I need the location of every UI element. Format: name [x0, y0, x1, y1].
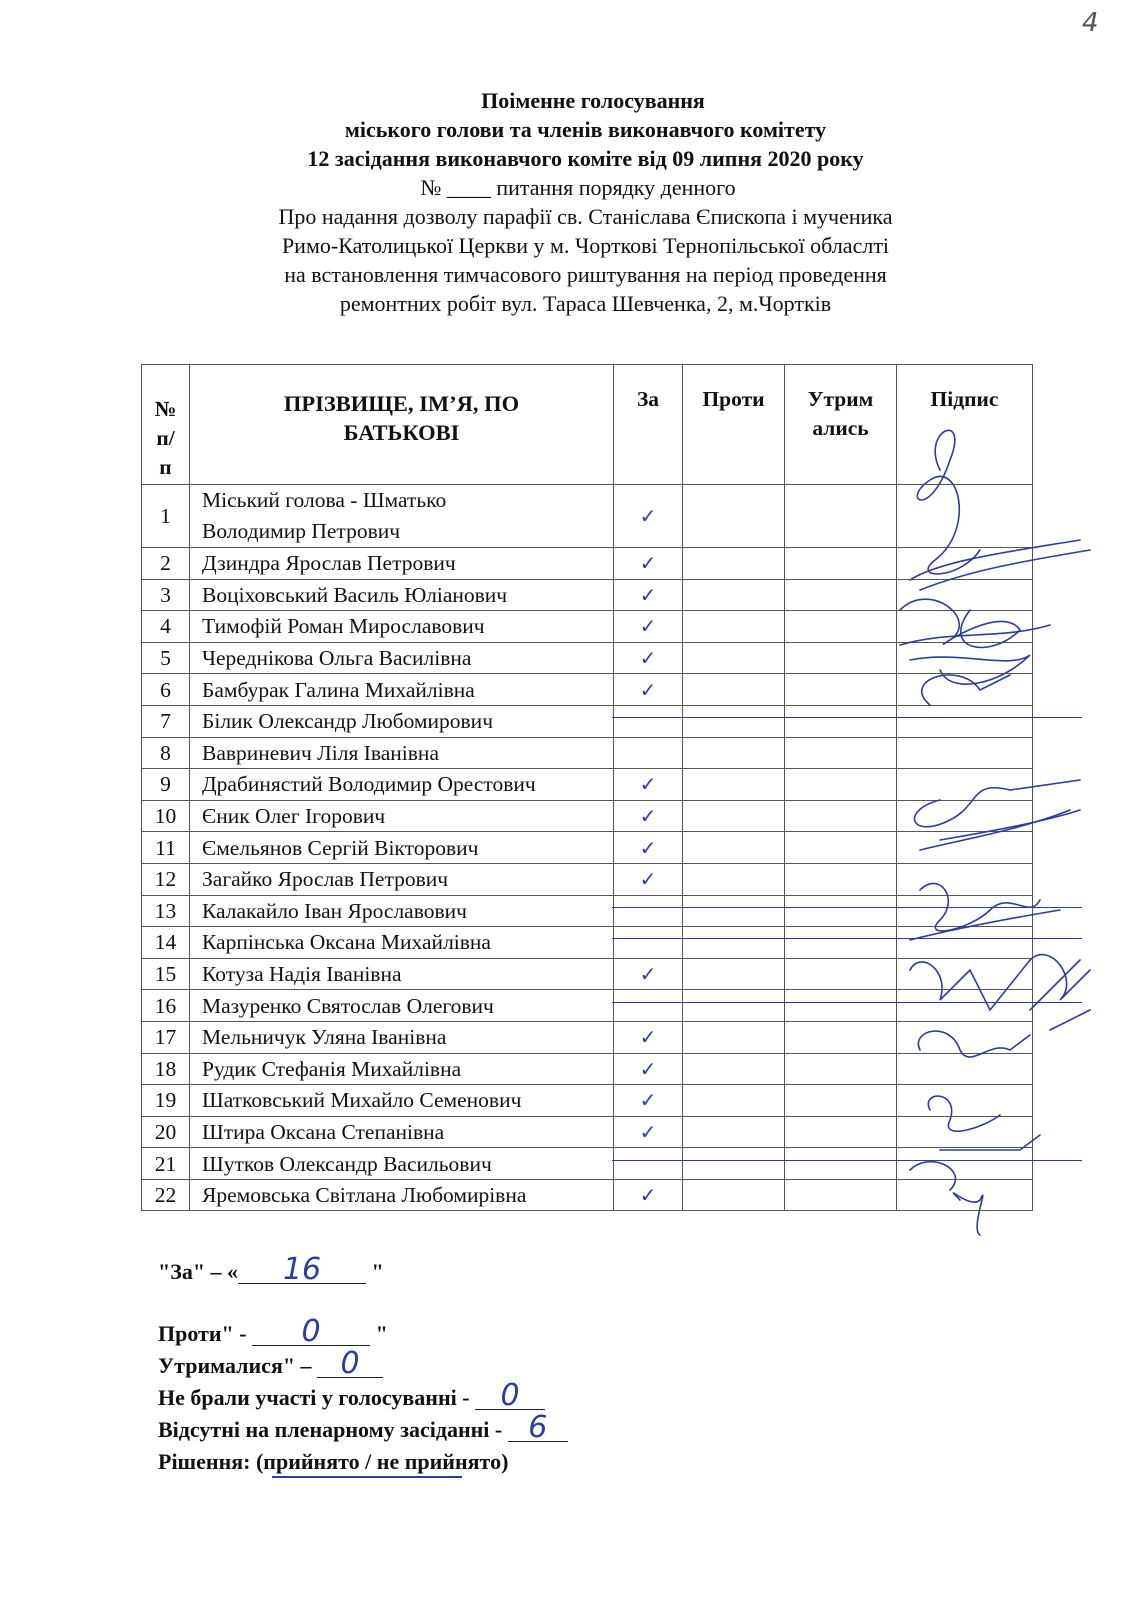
- row-number: 1: [142, 485, 190, 548]
- table-row: [142, 800, 1033, 832]
- strike-line: [612, 938, 1082, 939]
- summary-not-voting: [158, 1378, 568, 1414]
- row-number: 10: [142, 800, 190, 832]
- vote-for-cell: [614, 1179, 683, 1211]
- vote-against-cell: [683, 769, 785, 801]
- check-mark-icon: ✓: [639, 677, 657, 702]
- page-number: 4: [1082, 8, 1099, 38]
- vote-for-cell: [614, 863, 683, 895]
- vote-abstained-cell: [785, 1148, 897, 1180]
- vote-for-cell: [614, 642, 683, 674]
- signature-cell: [897, 642, 1033, 674]
- vote-for-cell: [614, 548, 683, 580]
- table-row: [142, 863, 1033, 895]
- table-row: [142, 1179, 1033, 1211]
- vote-abstained-cell: [785, 832, 897, 864]
- vote-against-cell: [683, 1179, 785, 1211]
- vote-for-cell: [614, 800, 683, 832]
- summary-absent-value: 6: [508, 1415, 568, 1442]
- row-name: Котуза Надія Іванівна: [190, 958, 614, 990]
- vote-for-cell: [614, 990, 683, 1022]
- vote-against-cell: [683, 642, 785, 674]
- vote-against-cell: [683, 800, 785, 832]
- vote-table: [141, 364, 1033, 1211]
- summary-against: [158, 1314, 568, 1350]
- summary-against-value: 0: [252, 1319, 370, 1346]
- vote-abstained-cell: [785, 611, 897, 643]
- check-mark-icon: ✓: [639, 646, 657, 671]
- summary-for-label: "За" – «: [158, 1259, 239, 1284]
- vote-abstained-cell: [785, 705, 897, 737]
- vote-table-body: [142, 485, 1033, 1211]
- table-row: [142, 1021, 1033, 1053]
- vote-abstained-cell: [785, 642, 897, 674]
- check-mark-icon: ✓: [639, 835, 657, 860]
- row-number: 17: [142, 1021, 190, 1053]
- row-name: Шатковський Михайло Семенович: [190, 1085, 614, 1117]
- table-row: [142, 705, 1033, 737]
- vote-against-cell: [683, 737, 785, 769]
- table-row: [142, 990, 1033, 1022]
- signature-cell: [897, 548, 1033, 580]
- summary-abstained-label: Утрималися" –: [158, 1353, 312, 1378]
- vote-against-cell: [683, 863, 785, 895]
- table-row: [142, 958, 1033, 990]
- vote-abstained-cell: [785, 1085, 897, 1117]
- vote-against-cell: [683, 1116, 785, 1148]
- signature-cell: [897, 1148, 1033, 1180]
- topic-line-2: Римо-Католицької Церкви у м. Чорткові Тернопільської обласлті: [281, 233, 890, 258]
- row-number: 19: [142, 1085, 190, 1117]
- row-number: 2: [142, 548, 190, 580]
- row-name: Карпінська Оксана Михайлівна: [190, 927, 614, 959]
- vote-abstained-cell: [785, 548, 897, 580]
- strike-line: [612, 1160, 1082, 1161]
- signature-cell: [897, 705, 1033, 737]
- row-number: 15: [142, 958, 190, 990]
- table-row: [142, 642, 1033, 674]
- signature-cell: [897, 958, 1033, 990]
- table-row: [142, 1085, 1033, 1117]
- summary-absent-label: Відсутні на пленарному засіданні -: [158, 1417, 503, 1442]
- summary-for: [158, 1252, 568, 1288]
- vote-against-cell: [683, 611, 785, 643]
- row-name: Мазуренко Святослав Олегович: [190, 990, 614, 1022]
- vote-abstained-cell: [785, 958, 897, 990]
- check-mark-icon: ✓: [639, 1183, 657, 1208]
- summary-for-close: ": [371, 1259, 384, 1284]
- document-header: [0, 86, 1131, 318]
- header-agenda-item: № ____ питання порядку денного: [420, 175, 736, 200]
- vote-for-cell: [614, 1116, 683, 1148]
- row-name: Єник Олег Ігорович: [190, 800, 614, 832]
- vote-abstained-cell: [785, 737, 897, 769]
- row-name: Вавриневич Ліля Іванівна: [190, 737, 614, 769]
- table-row: [142, 737, 1033, 769]
- row-number: 20: [142, 1116, 190, 1148]
- row-number: 13: [142, 895, 190, 927]
- vote-abstained-cell: [785, 927, 897, 959]
- check-mark-icon: ✓: [639, 1119, 657, 1144]
- check-mark-icon: ✓: [639, 1025, 657, 1050]
- row-name: Яремовська Світлана Любомирівна: [190, 1179, 614, 1211]
- signature-cell: [897, 485, 1033, 548]
- header-name: ПРІЗВИЩЕ, ІМ’Я, ПО БАТЬКОВІ: [190, 365, 614, 485]
- decision-underline: [272, 1476, 462, 1478]
- vote-abstained-cell: [785, 863, 897, 895]
- summary-not-voting-value: 0: [475, 1383, 545, 1410]
- vote-against-cell: [683, 674, 785, 706]
- table-row: [142, 548, 1033, 580]
- signature-cell: [897, 1116, 1033, 1148]
- vote-against-cell: [683, 1148, 785, 1180]
- row-number: 14: [142, 927, 190, 959]
- vote-against-cell: [683, 927, 785, 959]
- vote-abstained-cell: [785, 990, 897, 1022]
- signature-cell: [897, 1179, 1033, 1211]
- vote-for-cell: [614, 832, 683, 864]
- signature-cell: [897, 737, 1033, 769]
- signature-cell: [897, 611, 1033, 643]
- table-row: [142, 579, 1033, 611]
- check-mark-icon: ✓: [639, 614, 657, 639]
- table-row: [142, 485, 1033, 548]
- row-number: 5: [142, 642, 190, 674]
- vote-against-cell: [683, 1021, 785, 1053]
- vote-against-cell: [683, 705, 785, 737]
- row-number: 11: [142, 832, 190, 864]
- vote-for-cell: [614, 1085, 683, 1117]
- row-name: Череднікова Ольга Василівна: [190, 642, 614, 674]
- row-number: 6: [142, 674, 190, 706]
- check-mark-icon: ✓: [639, 1088, 657, 1113]
- topic-line-1: Про надання дозволу парафії св. Станіслава Єпископа і мученика: [278, 204, 893, 229]
- header-abstained: Утрим ались: [785, 365, 897, 485]
- row-name: Штира Оксана Степанівна: [190, 1116, 614, 1148]
- signature-cell: [897, 895, 1033, 927]
- header-num: № п/ п: [142, 365, 190, 485]
- row-number: 22: [142, 1179, 190, 1211]
- vote-against-cell: [683, 579, 785, 611]
- summary-for-value: 16: [238, 1257, 366, 1284]
- signature-cell: [897, 863, 1033, 895]
- row-name: Рудик Стефанія Михайлівна: [190, 1053, 614, 1085]
- header-subtitle: міського голови та членів виконавчого комітету: [344, 117, 827, 142]
- vote-for-cell: [614, 1053, 683, 1085]
- strike-line: [612, 1002, 1082, 1003]
- row-name: Білик Олександр Любомирович: [190, 705, 614, 737]
- row-name: Драбинястий Володимир Орестович: [190, 769, 614, 801]
- vote-for-cell: [614, 1021, 683, 1053]
- summary-decision: [158, 1446, 568, 1478]
- table-row: [142, 832, 1033, 864]
- vote-abstained-cell: [785, 1021, 897, 1053]
- header-for: За: [614, 365, 683, 485]
- check-mark-icon: ✓: [639, 503, 657, 528]
- vote-abstained-cell: [785, 895, 897, 927]
- vote-for-cell: [614, 705, 683, 737]
- vote-for-cell: [614, 737, 683, 769]
- table-row: [142, 674, 1033, 706]
- vote-against-cell: [683, 958, 785, 990]
- summary-against-close: ": [375, 1321, 388, 1346]
- vote-against-cell: [683, 548, 785, 580]
- row-number: 9: [142, 769, 190, 801]
- table-row: [142, 1148, 1033, 1180]
- topic-line-3: на встановлення тимчасового риштування на період проведення: [284, 262, 887, 287]
- row-name: Дзиндра Ярослав Петрович: [190, 548, 614, 580]
- table-row: [142, 611, 1033, 643]
- vote-for-cell: [614, 927, 683, 959]
- vote-abstained-cell: [785, 485, 897, 548]
- vote-for-cell: [614, 769, 683, 801]
- vote-against-cell: [683, 1085, 785, 1117]
- row-number: 12: [142, 863, 190, 895]
- signature-cell: [897, 1021, 1033, 1053]
- table-row: [142, 1053, 1033, 1085]
- signature-cell: [897, 674, 1033, 706]
- vote-abstained-cell: [785, 769, 897, 801]
- vote-against-cell: [683, 485, 785, 548]
- signature-cell: [897, 927, 1033, 959]
- vote-against-cell: [683, 832, 785, 864]
- vote-for-cell: [614, 485, 683, 548]
- vote-abstained-cell: [785, 1179, 897, 1211]
- row-number: 18: [142, 1053, 190, 1085]
- header-against: Проти: [683, 365, 785, 485]
- vote-abstained-cell: [785, 1053, 897, 1085]
- summary-absent: [158, 1410, 568, 1446]
- table-row: [142, 769, 1033, 801]
- vote-abstained-cell: [785, 579, 897, 611]
- table-header-row: [142, 365, 1033, 485]
- row-number: 16: [142, 990, 190, 1022]
- signature-cell: [897, 832, 1033, 864]
- row-name: Воціховський Василь Юліанович: [190, 579, 614, 611]
- table-row: [142, 1116, 1033, 1148]
- row-name: Калакайло Іван Ярославович: [190, 895, 614, 927]
- row-name: Тимофій Роман Мирославович: [190, 611, 614, 643]
- vote-abstained-cell: [785, 674, 897, 706]
- signature-cell: [897, 800, 1033, 832]
- header-title: Поіменне голосування: [481, 88, 705, 113]
- vote-for-cell: [614, 1148, 683, 1180]
- row-name: Бамбурак Галина Михайлівна: [190, 674, 614, 706]
- row-number: 7: [142, 705, 190, 737]
- row-number: 8: [142, 737, 190, 769]
- summary-decision-label: Рішення: (прийнято / не прийнято): [158, 1449, 509, 1474]
- vote-for-cell: [614, 958, 683, 990]
- vote-for-cell: [614, 895, 683, 927]
- vote-for-cell: [614, 579, 683, 611]
- check-mark-icon: ✓: [639, 772, 657, 797]
- vote-against-cell: [683, 990, 785, 1022]
- vote-abstained-cell: [785, 800, 897, 832]
- row-number: 21: [142, 1148, 190, 1180]
- check-mark-icon: ✓: [639, 1056, 657, 1081]
- signature-cell: [897, 579, 1033, 611]
- signature-cell: [897, 769, 1033, 801]
- row-name: Мельничук Уляна Іванівна: [190, 1021, 614, 1053]
- table-row: [142, 895, 1033, 927]
- row-name: Міський голова - Шматько Володимир Петрович: [190, 485, 614, 548]
- summary-not-voting-label: Не брали участі у голосуванні -: [158, 1385, 470, 1410]
- vote-abstained-cell: [785, 1116, 897, 1148]
- vote-against-cell: [683, 895, 785, 927]
- check-mark-icon: ✓: [639, 867, 657, 892]
- row-name: Ємельянов Сергій Вікторович: [190, 832, 614, 864]
- row-name: Шутков Олександр Васильович: [190, 1148, 614, 1180]
- check-mark-icon: ✓: [639, 804, 657, 829]
- signature-cell: [897, 990, 1033, 1022]
- signature-cell: [897, 1085, 1033, 1117]
- summary-abstained-value: 0: [317, 1351, 383, 1378]
- vote-summary: [158, 1252, 568, 1478]
- row-name: Загайко Ярослав Петрович: [190, 863, 614, 895]
- row-number: 3: [142, 579, 190, 611]
- table-row: [142, 927, 1033, 959]
- summary-against-label: Проти" -: [158, 1321, 247, 1346]
- row-number: 4: [142, 611, 190, 643]
- strike-line: [612, 907, 1082, 908]
- vote-for-cell: [614, 674, 683, 706]
- check-mark-icon: ✓: [639, 551, 657, 576]
- header-signature: Підпис: [897, 365, 1033, 485]
- topic-line-4: ремонтних робіт вул. Тараса Шевченка, 2, м.Чортків: [339, 291, 832, 316]
- strike-line: [612, 717, 1082, 718]
- header-meeting: 12 засідання виконавчого коміте від 09 липня 2020 року: [307, 146, 864, 171]
- vote-against-cell: [683, 1053, 785, 1085]
- check-mark-icon: ✓: [639, 582, 657, 607]
- vote-for-cell: [614, 611, 683, 643]
- signature-cell: [897, 1053, 1033, 1085]
- check-mark-icon: ✓: [639, 962, 657, 987]
